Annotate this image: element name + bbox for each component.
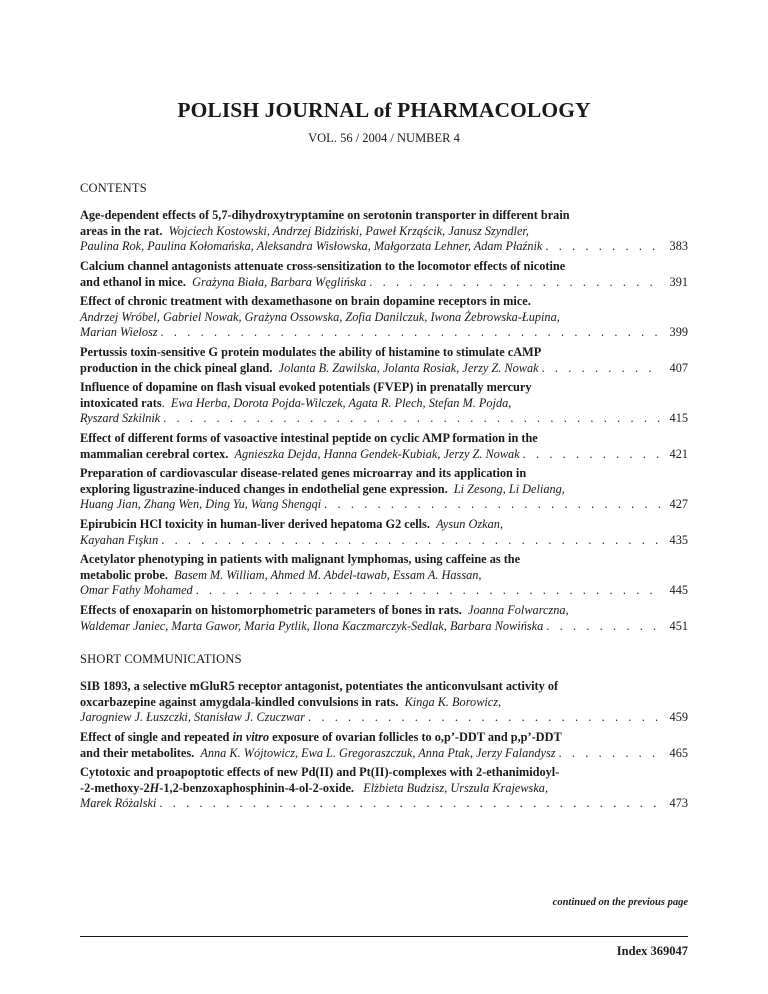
entry-title: Influence of dopamine on flash visual evoked potentials (FVEP) in prenatally mercury <box>80 380 532 394</box>
toc-entry <box>80 679 688 726</box>
entry-title: oxcarbazepine against amygdala-kindled convulsions in rats. <box>80 694 399 709</box>
toc-entry <box>80 294 688 341</box>
toc-entry <box>80 345 688 376</box>
leader-dots <box>161 325 662 341</box>
entry-title: Epirubicin HCl toxicity in human-liver derived hepatoma G2 cells. <box>80 517 430 531</box>
leader-dots <box>159 796 662 812</box>
page-number: 459 <box>669 710 688 724</box>
entry-authors: Jolanta B. Zawilska, Jolanta Rosiak, Jerzy Z. Nowak <box>278 360 539 375</box>
entry-title: Effect of different forms of vasoactive intestinal peptide on cyclic AMP formation in the <box>80 431 538 445</box>
entry-title: metabolic probe. <box>80 567 168 582</box>
leader-dots <box>324 497 662 513</box>
footer-rule <box>80 936 688 937</box>
entry-authors: Paulina Rok, Paulina Kołomańska, Aleksandra Wisłowska, Małgorzata Lehner, Adam Płaźnik <box>80 239 543 253</box>
toc-entry <box>80 552 688 599</box>
page-number: 445 <box>669 583 688 597</box>
entry-title: Effect of chronic treatment with dexamethasone on brain dopamine receptors in mice. <box>80 294 531 308</box>
entry-title: -2-methoxy-2H-1,2-benzoxaphosphinin-4-ol-2-oxide. <box>80 780 354 795</box>
entry-authors: Wojciech Kostowski, Andrzej Bidziński, Paweł Krząścik, Janusz Szyndler, <box>168 223 529 238</box>
page-number: 383 <box>669 239 688 253</box>
entry-authors: Jarogniew J. Łuszczki, Stanisław J. Czuczwar <box>80 710 305 724</box>
toc-entry <box>80 517 688 548</box>
entry-authors: Waldemar Janiec, Marta Gawor, Maria Pytlik, Ilona Kaczmarczyk-Sedlak, Barbara Nowińska <box>80 618 544 633</box>
entry-authors: Omar Fathy Mohamed <box>80 583 193 597</box>
toc-entry <box>80 603 688 634</box>
entry-title: areas in the rat. <box>80 223 163 238</box>
section-heading-short-communications: SHORT COMMUNICATIONS <box>80 652 242 666</box>
toc-entry <box>80 431 688 462</box>
leader-dots <box>546 619 662 635</box>
entry-title: Acetylator phenotyping in patients with malignant lymphomas, using caffeine as the <box>80 552 521 566</box>
entry-title: Effect of single and repeated in vitro exposure of ovarian follicles to o,p’-DDT and p,p’-DDT <box>80 730 562 744</box>
entry-authors: Andrzej Wróbel, Gabriel Nowak, Grażyna Ossowska, Zofia Danilczuk, Iwona Żebrowska-Łupina, <box>80 309 560 324</box>
entry-title: intoxicated rats <box>80 395 162 410</box>
page-number: 421 <box>669 446 688 461</box>
toc-entry: Influence of dopamine on flash visual evoked potentials (FVEP) in prenatally mercury intoxicated rats. Ewa Herba, Dorota Pojda-Wilczek, Agata R. Plech, Stefan M. Pojda, Ryszard Szkilnik . . . 415 <box>80 380 688 427</box>
leader-dots <box>542 361 662 377</box>
entry-title: Effects of enoxaparin on histomorphometric parameters of bones in rats. <box>80 603 462 617</box>
journal-title: POLISH JOURNAL of PHARMACOLOGY <box>177 98 591 122</box>
toc-entry <box>80 208 688 255</box>
page-number: 435 <box>669 532 688 547</box>
entry-title: Age-dependent effects of 5,7-dihydroxytryptamine on serotonin transporter in different brain <box>80 208 570 222</box>
page-number: 451 <box>669 618 688 633</box>
entry-title: SIB 1893, a selective mGluR5 receptor antagonist, potentiates the anticonvulsant activity of <box>80 679 559 693</box>
page-number: 427 <box>669 497 688 511</box>
toc-entry <box>80 466 688 513</box>
entry-title: Calcium channel antagonists attenuate cross-sensitization to the locomotor effects of nicotine <box>80 259 566 273</box>
leader-dots <box>523 447 662 463</box>
entry-authors: Marian Wielosz <box>80 325 158 339</box>
entry-authors: Huang Jian, Zhang Wen, Ding Yu, Wang Shengqi <box>80 497 322 511</box>
section-heading-contents: CONTENTS <box>80 181 147 195</box>
leader-dots <box>163 411 662 427</box>
entry-title: mammalian cerebral cortex. <box>80 446 229 461</box>
leader-dots <box>545 239 662 255</box>
entry-title: Pertussis toxin-sensitive G protein modulates the ability of histamine to stimulate cAMP <box>80 345 542 359</box>
leader-dots <box>196 583 662 599</box>
entry-authors: Ryszard Szkilnik <box>80 411 161 425</box>
entry-authors: Anna K. Wójtowicz, Ewa L. Gregoraszczuk, Anna Ptak, Jerzy Falandysz <box>200 745 556 760</box>
entry-authors: Grażyna Biała, Barbara Węglińska <box>192 274 367 289</box>
entry-authors: Li Zesong, Li Deliang, <box>453 481 565 496</box>
entry-authors: Joanna Folwarczna, <box>468 603 569 617</box>
entry-title: and their metabolites. <box>80 745 195 760</box>
page-number: 473 <box>669 796 688 810</box>
entry-title: Cytotoxic and proapoptotic effects of new Pd(II) and Pt(II)-complexes with 2-ethanimidoyl- <box>80 765 560 779</box>
leader-dots <box>369 275 662 291</box>
page-number: 399 <box>669 325 688 339</box>
entry-title: production in the chick pineal gland. <box>80 360 273 375</box>
entry-authors: Kayahan Fışkın <box>80 532 159 547</box>
leader-dots <box>308 710 662 726</box>
entry-authors: Ewa Herba, Dorota Pojda-Wilczek, Agata R. Plech, Stefan M. Pojda, <box>170 395 512 410</box>
entry-title: and ethanol in mice. <box>80 274 186 289</box>
entry-authors: Marek Różalski <box>80 796 157 810</box>
toc-entry <box>80 259 688 290</box>
index-number: Index 369047 <box>616 944 688 958</box>
page-number: 465 <box>669 745 688 760</box>
entry-authors: Agnieszka Dejda, Hanna Gendek-Kubiak, Jerzy Z. Nowak <box>234 446 520 461</box>
volume-line: VOL. 56 / 2004 / NUMBER 4 <box>308 131 460 145</box>
entry-title: Preparation of cardiovascular disease-related genes microarray and its application in <box>80 466 527 480</box>
entry-authors: Kinga K. Borowicz, <box>404 694 502 709</box>
entry-title: exploring ligustrazine-induced changes in endothelial gene expression. <box>80 481 448 496</box>
continued-note: continued on the previous page <box>552 897 688 908</box>
toc-entry <box>80 765 688 812</box>
page-number: 415 <box>669 411 688 425</box>
page-number: 407 <box>669 360 688 375</box>
entry-authors: Aysun Ozkan, <box>436 517 504 531</box>
page-number: 391 <box>669 274 688 289</box>
leader-dots <box>161 533 662 549</box>
leader-dots <box>559 746 662 762</box>
entry-authors: Elżbieta Budzisz, Urszula Krajewska, <box>363 780 549 795</box>
toc-entry <box>80 730 688 761</box>
entry-authors: Basem M. William, Ahmed M. Abdel-tawab, Essam A. Hassan, <box>174 567 482 582</box>
